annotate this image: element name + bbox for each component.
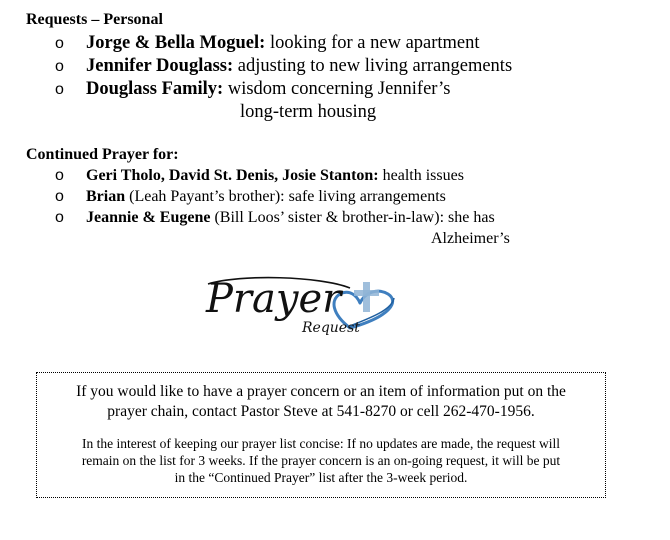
request-name: Jorge & Bella Moguel: <box>86 33 266 53</box>
request-text: (Leah Payant’s brother): safe living arrangements <box>125 188 446 205</box>
list-item <box>55 79 64 100</box>
request-text: (Bill Loos’ sister & brother-in-law): she has <box>210 209 495 226</box>
request-name: Jeannie & Eugene <box>86 209 211 226</box>
request-name: Brian <box>86 188 126 205</box>
request-text: wisdom concerning Jennifer’s <box>223 79 451 99</box>
list-item <box>86 56 512 77</box>
continued-prayer-heading: Continued Prayer for: <box>26 146 179 163</box>
prayer-request-logo-graphic <box>200 270 410 340</box>
bullet-marker: o <box>55 167 64 184</box>
bullet-marker: o <box>55 209 64 226</box>
prayer-request-logo <box>200 270 410 340</box>
list-item <box>86 33 480 54</box>
policy-line-3: in the “Continued Prayer” list after the 3-week period. <box>174 470 468 485</box>
bullet-marker: o <box>55 81 64 98</box>
list-item <box>86 79 450 100</box>
request-name: Douglass Family: <box>86 79 224 99</box>
list-item <box>55 56 64 77</box>
list-item <box>86 209 495 227</box>
request-text: health issues <box>378 167 464 184</box>
logo-word: Prayer <box>206 276 342 322</box>
request-continuation: long-term housing <box>240 102 377 122</box>
request-text: looking for a new apartment <box>265 33 480 53</box>
logo-subword: Request <box>302 320 360 336</box>
cross-icon <box>363 282 370 312</box>
list-item <box>55 209 64 227</box>
personal-requests-heading: Requests – Personal <box>26 11 163 28</box>
bullet-marker: o <box>55 35 64 52</box>
request-name: Geri Tholo, David St. Denis, Josie Stanton: <box>86 167 379 184</box>
bullet-marker: o <box>55 58 64 75</box>
contact-line-1: If you would like to have a prayer concern or an item of information put on the <box>76 383 566 400</box>
request-continuation: Alzheimer’s <box>431 230 510 247</box>
bullet-marker: o <box>55 188 64 205</box>
policy-line-2: remain on the list for 3 weeks. If the prayer concern is an on-going request, it will be put <box>81 453 561 468</box>
list-item <box>86 167 464 185</box>
contact-line-2: prayer chain, contact Pastor Steve at 541-8270 or cell 262-470-1956. <box>107 403 535 420</box>
request-text: adjusting to new living arrangements <box>233 56 513 76</box>
list-item <box>55 167 64 185</box>
policy-line-1: In the interest of keeping our prayer list concise: If no updates are made, the request will <box>82 436 560 451</box>
prayer-chain-info-box <box>36 372 606 498</box>
list-item <box>86 188 446 206</box>
list-item <box>55 188 64 206</box>
request-name: Jennifer Douglass: <box>86 56 234 76</box>
list-item <box>55 33 64 54</box>
